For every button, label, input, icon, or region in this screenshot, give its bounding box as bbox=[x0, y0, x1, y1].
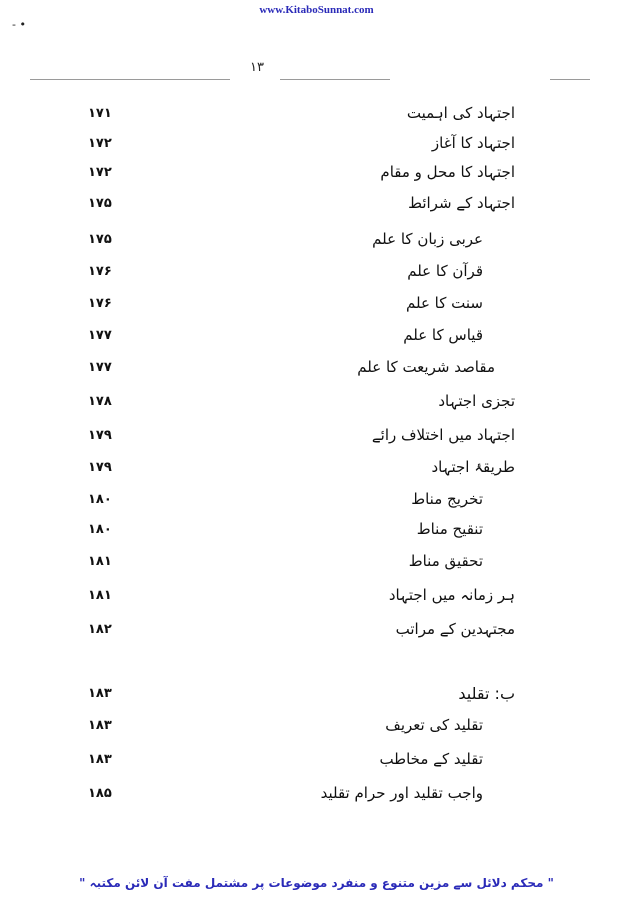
toc-row bbox=[0, 262, 633, 288]
toc-row bbox=[0, 326, 633, 352]
toc-entry-title: تنقیح مناط bbox=[416, 520, 483, 538]
toc-row bbox=[0, 750, 633, 776]
toc-row bbox=[0, 620, 633, 646]
toc-entry-title: ہر زمانہ میں اجتہاد bbox=[388, 586, 515, 604]
toc-entry-title: ب: تقلید bbox=[458, 684, 515, 703]
toc-page-number: ۱۷۱ bbox=[88, 106, 112, 121]
toc-row bbox=[0, 104, 633, 130]
toc-row bbox=[0, 163, 633, 189]
toc-page-number: ۱۷۶ bbox=[88, 296, 112, 311]
toc-row bbox=[0, 194, 633, 220]
toc-entry-title: تخریج مناط bbox=[411, 490, 483, 508]
toc-entry-title: اجتہاد کا آغاز bbox=[431, 134, 515, 152]
toc-row bbox=[0, 358, 633, 384]
corner-mark: - • bbox=[12, 18, 26, 31]
toc-entry-title: سنت کا علم bbox=[406, 294, 483, 312]
footer-tagline: " محکم دلائل سے مزین متنوع و منفرد موضوعات پر مشتمل مفت آن لائن مکتبہ " bbox=[79, 876, 554, 890]
toc-page-number: ۱۷۲ bbox=[88, 165, 112, 180]
toc-entry-title: اجتہاد کی اہمیت bbox=[406, 104, 515, 122]
toc-page-number: ۱۷۶ bbox=[88, 264, 112, 279]
toc-page-number: ۱۸۵ bbox=[88, 786, 112, 801]
toc-page-number: ۱۷۷ bbox=[88, 328, 112, 343]
watermark: www.KitaboSunnat.com bbox=[259, 4, 374, 16]
toc-entry-title: عربی زبان کا علم bbox=[372, 230, 483, 248]
toc-page-number: ۱۸۱ bbox=[88, 588, 112, 603]
toc-page-number: ۱۸۲ bbox=[88, 622, 112, 637]
toc-entry-title: قیاس کا علم bbox=[403, 326, 483, 344]
toc-entry-title: اجتہاد کا محل و مقام bbox=[380, 163, 515, 181]
toc-row bbox=[0, 134, 633, 160]
toc-row bbox=[0, 392, 633, 418]
toc-entry-title: اجتہاد میں اختلاف رائے bbox=[371, 426, 515, 444]
toc-page-number: ۱۸۰ bbox=[88, 522, 112, 537]
toc-row bbox=[0, 294, 633, 320]
toc-row bbox=[0, 552, 633, 578]
toc-page-number: ۱۸۳ bbox=[88, 752, 112, 767]
toc-page-number: ۱۷۷ bbox=[88, 360, 112, 375]
toc-entry-title: اجتہاد کے شرائط bbox=[408, 194, 515, 212]
toc-page-number: ۱۸۰ bbox=[88, 492, 112, 507]
toc-page-number: ۱۷۹ bbox=[88, 428, 112, 443]
toc-entry-title: واجب تقلید اور حرام تقلید bbox=[320, 784, 483, 802]
toc-entry-title: تحقیق مناط bbox=[408, 552, 483, 570]
toc-page-number: ۱۸۱ bbox=[88, 554, 112, 569]
toc-entry-title: تقلید کے مخاطب bbox=[379, 750, 483, 768]
toc-row bbox=[0, 426, 633, 452]
toc-page-number: ۱۷۵ bbox=[88, 232, 112, 247]
toc-row bbox=[0, 684, 633, 710]
toc-page-number: ۱۸۳ bbox=[88, 686, 112, 701]
toc-entry-title: مقاصد شریعت کا علم bbox=[357, 358, 495, 376]
toc-page-number: ۱۷۵ bbox=[88, 196, 112, 211]
toc-page-number: ۱۷۲ bbox=[88, 136, 112, 151]
toc-entry-title: تقلید کی تعریف bbox=[385, 716, 483, 734]
toc-entry-title: قرآن کا علم bbox=[407, 262, 483, 280]
toc-row bbox=[0, 458, 633, 484]
toc-row bbox=[0, 490, 633, 516]
toc-row bbox=[0, 716, 633, 742]
toc-row bbox=[0, 520, 633, 546]
toc-page-number: ۱۷۸ bbox=[88, 394, 112, 409]
toc-row bbox=[0, 784, 633, 810]
toc-entry-title: طریقۂ اجتہاد bbox=[431, 458, 515, 476]
toc-page-number: ۱۸۳ bbox=[88, 718, 112, 733]
page-number: ۱۳ bbox=[250, 60, 264, 75]
toc-entry-title: تجزی اجتہاد bbox=[438, 392, 515, 410]
toc-entry-title: مجتہدین کے مراتب bbox=[395, 620, 515, 638]
toc-page-number: ۱۷۹ bbox=[88, 460, 112, 475]
toc-row bbox=[0, 230, 633, 256]
toc-row bbox=[0, 586, 633, 612]
